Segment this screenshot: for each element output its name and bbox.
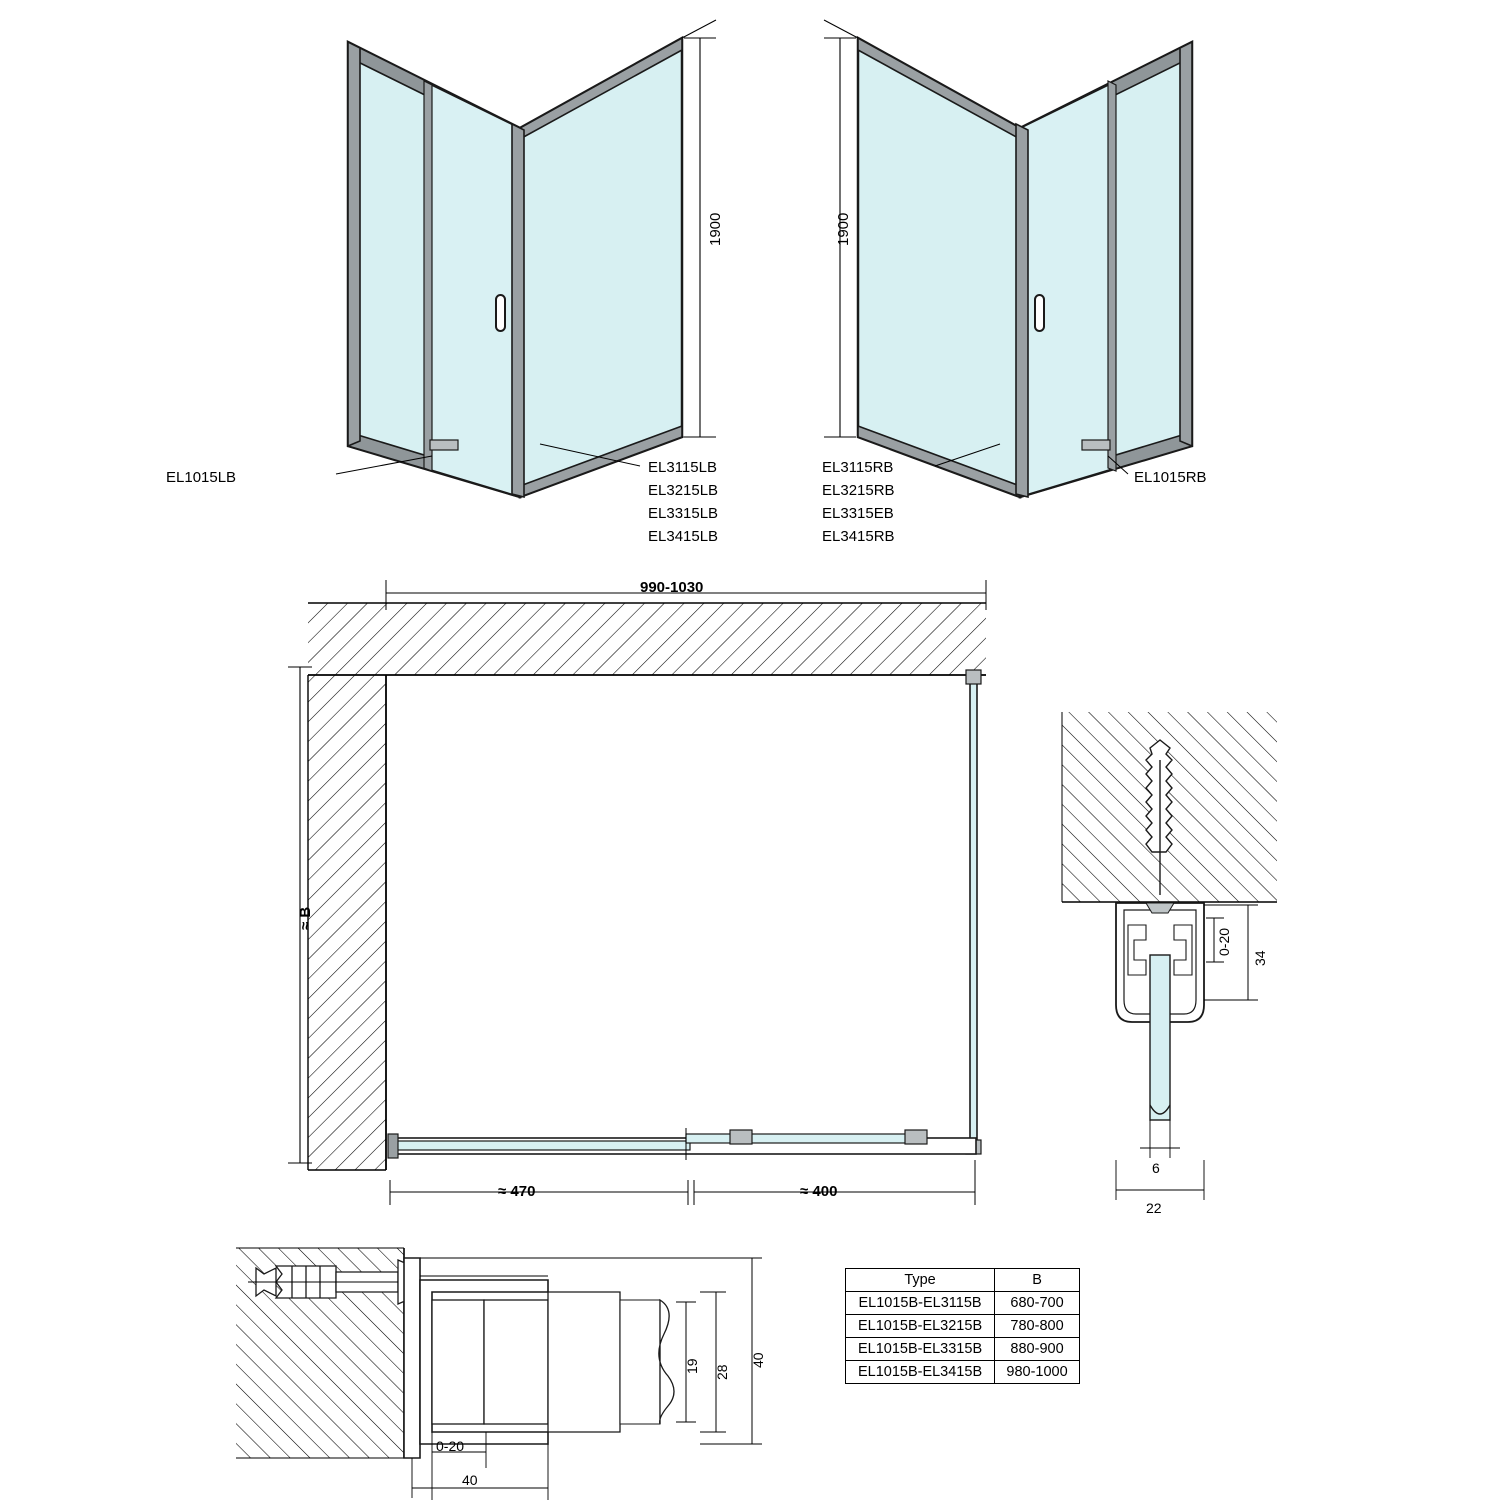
table-cell-b: 680-700 [995,1292,1080,1315]
plan-left-dim: ≈ B [297,906,314,930]
right-iso-front-label-1: EL3115RB [822,459,894,476]
profile-dim-inner: 19 [684,1358,700,1374]
left-iso-front-label-2: EL3215LB [648,482,719,499]
table-row [846,1338,1080,1361]
type-dimension-table [845,1268,1080,1384]
view-right-isometric [824,20,1192,497]
profile-dim-mid: 28 [714,1364,730,1380]
table-cell-b: 980-1000 [995,1361,1080,1384]
table-row [846,1315,1080,1338]
plan-top-dim: 990-1030 [640,579,704,596]
left-iso-side-label: EL1015LB [166,469,237,486]
table-cell-type: EL1015B-EL3415B [846,1361,995,1384]
profile-dim-width: 40 [462,1472,478,1488]
left-iso-front-label-1: EL3115LB [648,459,717,476]
detail-wall-profile [236,1248,762,1500]
table-header-row [846,1269,1080,1292]
profile-dim-adjust: 0-20 [436,1438,465,1454]
left-iso-height-dim: 1900 [707,212,724,246]
detail-top-rail [1062,712,1277,1200]
profile-dim-outer: 40 [750,1352,766,1368]
table-cell-b: 880-900 [995,1338,1080,1361]
table-cell-type: EL1015B-EL3215B [846,1315,995,1338]
right-iso-side-label: EL1015RB [1134,469,1207,486]
table-row [846,1361,1080,1384]
table-header-b: B [995,1269,1080,1292]
rail-dim-adjust: 0-20 [1216,927,1232,956]
table-cell-type: EL1015B-EL3115B [846,1292,995,1315]
table-header-type: Type [846,1269,995,1292]
view-plan [288,580,986,1205]
table-row [846,1292,1080,1315]
right-iso-height-dim: 1900 [835,212,852,246]
right-iso-front-label-2: EL3215RB [822,482,895,499]
plan-bottom-dim-left: ≈ 470 [498,1183,536,1200]
table-cell-type: EL1015B-EL3315B [846,1338,995,1361]
right-iso-front-label-4: EL3415RB [822,528,895,545]
view-left-isometric [336,20,716,497]
rail-dim-width: 22 [1146,1200,1162,1216]
left-iso-front-label-4: EL3415LB [648,528,719,545]
plan-bottom-dim-right: ≈ 400 [800,1183,838,1200]
right-iso-front-label-3: EL3315EB [822,505,894,522]
left-iso-front-label-3: EL3315LB [648,505,719,522]
table-cell-b: 780-800 [995,1315,1080,1338]
rail-dim-height: 34 [1252,950,1268,966]
rail-dim-glass: 6 [1152,1160,1160,1176]
